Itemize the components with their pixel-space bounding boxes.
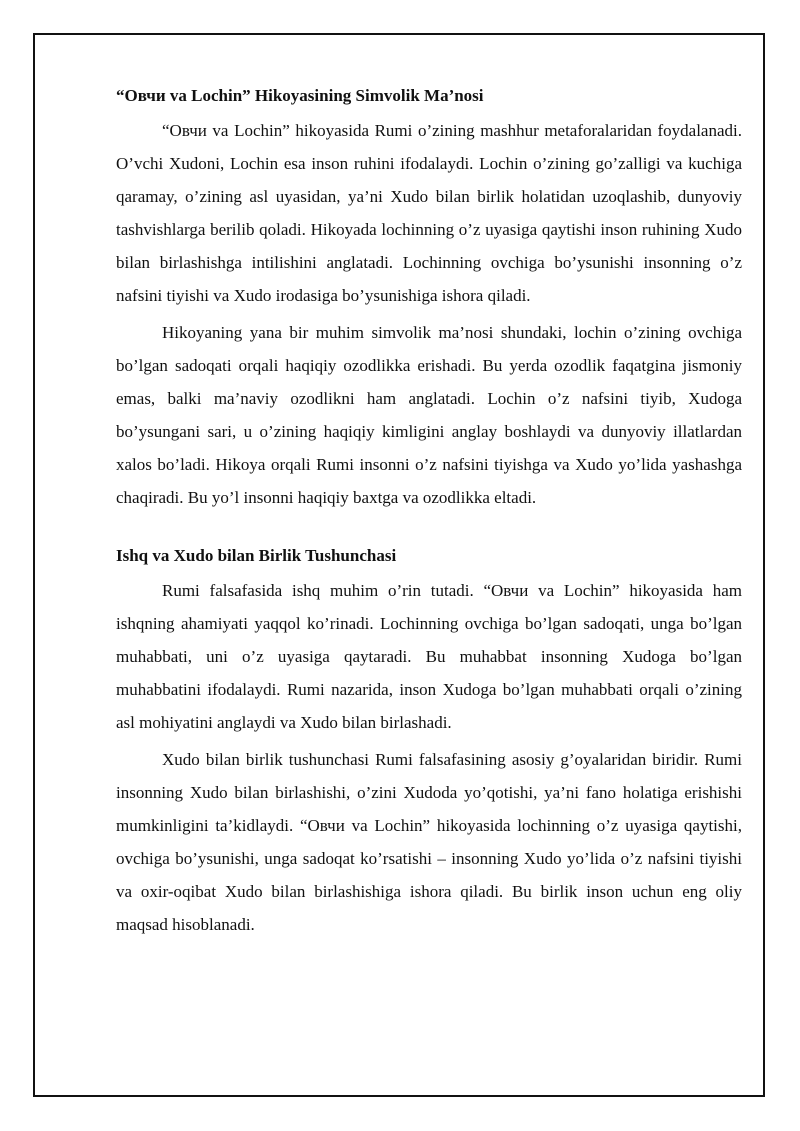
- section-heading-love-and-unity: Ishq va Xudo bilan Birlik Tushunchasi: [116, 546, 397, 565]
- paragraph: Rumi falsafasida ishq muhim o’rin tutadi. “Овчи va Lochin” hikoyasida ham ishqning ahamiyati yaqqol ko’rinadi. Lochinning ovchiga bo’lgan sadoqati, unga bo’lgan muhabbati, uni o’z uyasiga qaytaradi. Bu muhabbat insonning Xudoga bo’lgan muhabbatini ifodalaydi. Rumi nazarida, inson Xudoga bo’lgan muhabbati orqali o’zining asl mohiyatini anglaydi va Xudo bilan birlashadi.: [116, 581, 742, 732]
- paragraph: “Овчи va Lochin” hikoyasida Rumi o’zining mashhur metaforalaridan foydalanadi. O’vchi Xudoni, Lochin esa inson ruhini ifodalaydi. Lochin o’zining go’zalligi va kuchiga qaramay, o’zining asl uyasidan, ya’ni Xudo bilan birlik holatidan uzoqlashib, dunyoviy tashvishlarga berilib qoladi. Hikoyada lochinning o’z uyasiga qaytishi inson ruhining Xudo bilan birlashishga intilishini anglatadi. Lochinning ovchiga bo’ysunishi insonning o’z nafsini tiyishi va Xudo irodasiga bo’ysunishiga ishora qiladi.: [116, 121, 742, 305]
- paragraph: Hikoyaning yana bir muhim simvolik ma’nosi shundaki, lochin o’zining ovchiga bo’lgan sadoqati orqali haqiqiy ozodlikka erishadi. Bu yerda ozodlik faqatgina jismoniy emas, balki ma’naviy ozodlikni ham anglatadi. Lochin o’z nafsini tiyib, Xudoga bo’ysungani sari, u o’zining haqiqiy kimligini anglay boshlaydi va dunyoviy illatlardan xalos bo’ladi. Hikoya orqali Rumi insonni o’z nafsini tiyishga va Xudo yo’lida yashashga chaqiradi. Bu yo’l insonni haqiqiy baxtga va ozodlikka eltadi.: [116, 323, 742, 507]
- section-heading-symbolic-meaning: “Овчи va Lochin” Hikoyasining Simvolik Ma’nosi: [116, 86, 484, 105]
- document-body: [116, 84, 742, 941]
- paragraph: Xudo bilan birlik tushunchasi Rumi falsafasining asosiy g’oyalaridan biridir. Rumi insonning Xudo bilan birlashishi, o’zini Xudoda yo’qotishi, ya’ni fano holatiga erishishi mumkinligini ta’kidlaydi. “Овчи va Lochin” hikoyasida lochinning o’z uyasiga qaytishi, ovchiga bo’ysunishi, unga sadoqat ko’rsatishi – insonning Xudo yo’lida o’z nafsini tiyishi va oxir-oqibat Xudo bilan birlashishiga ishora qiladi. Bu birlik inson uchun eng oliy maqsad hisoblanadi.: [116, 750, 742, 934]
